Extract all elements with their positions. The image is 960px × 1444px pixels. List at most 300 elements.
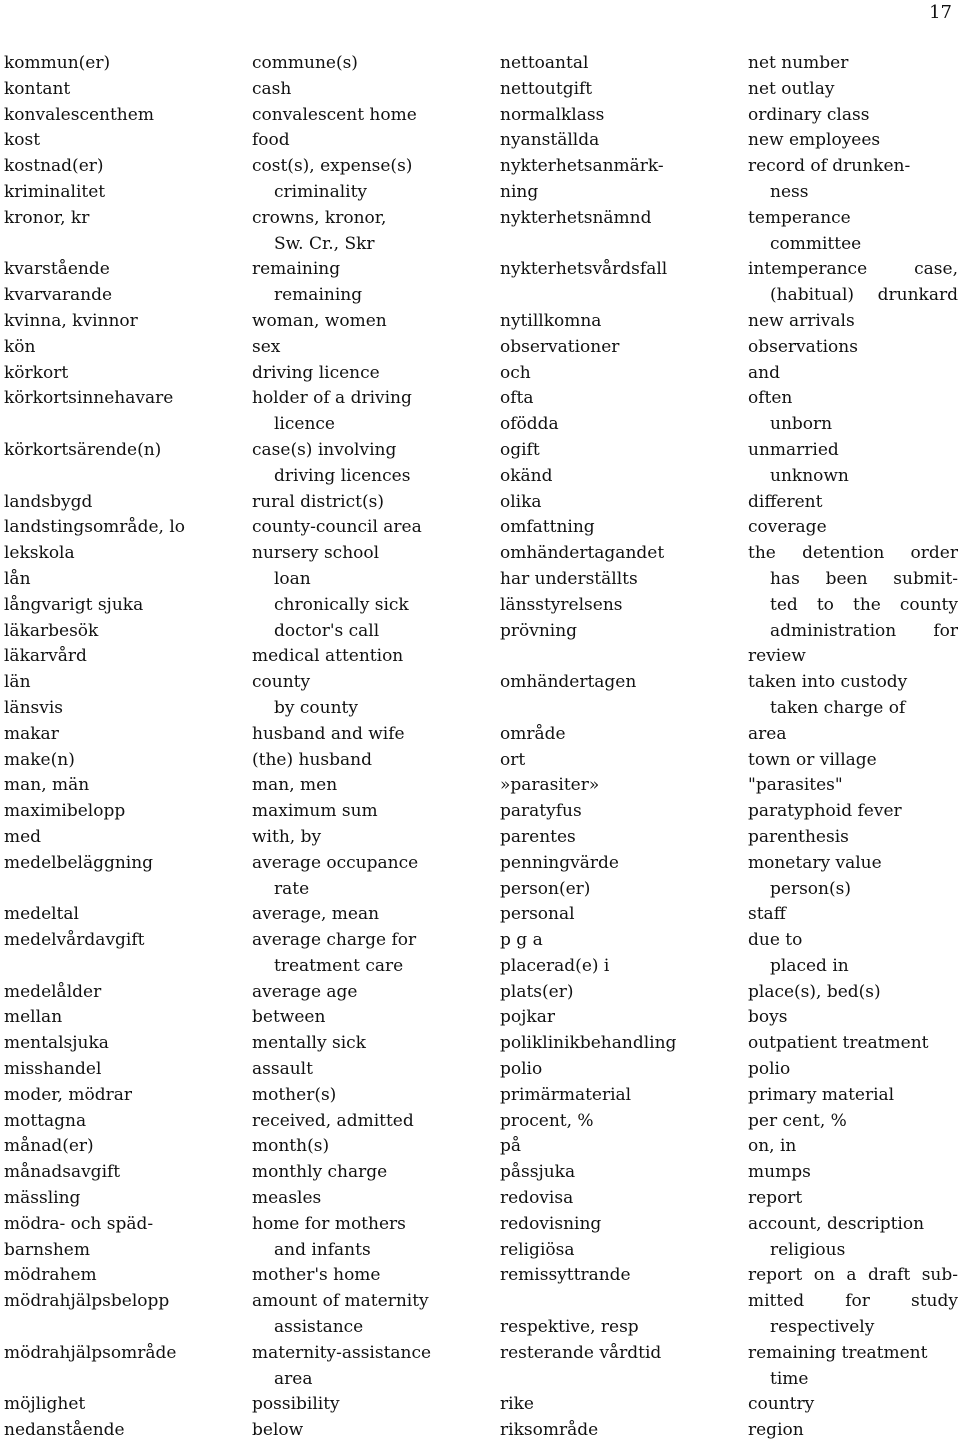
table-row (0, 1134, 960, 1160)
term-line: körkort (4, 362, 69, 383)
english-term-right (748, 1134, 958, 1160)
swedish-term-left (4, 1212, 244, 1264)
swedish-term-right (500, 515, 740, 541)
term-line: amount of maternity (252, 1291, 429, 1312)
term-line: kvarstående (4, 259, 110, 280)
term-line: maximibelopp (4, 801, 126, 822)
table-row (0, 902, 960, 928)
table-row (0, 1263, 960, 1289)
term-line: område (500, 723, 566, 744)
english-term-left (252, 309, 492, 335)
term-line: doctor's call (274, 620, 380, 641)
term-line: »parasiter» (500, 775, 600, 796)
swedish-term-left (4, 980, 244, 1006)
term-line: on, in (748, 1136, 797, 1157)
term-line: primärmaterial (500, 1084, 632, 1105)
term-line: (the) husband (252, 749, 372, 770)
swedish-term-left (4, 103, 244, 129)
term-line: plats(er) (500, 981, 574, 1002)
english-term-right (748, 206, 958, 258)
term-line: läkarbesök (4, 620, 99, 641)
table-row (0, 541, 960, 644)
term-line: misshandel (4, 1059, 102, 1080)
term-line: loan (274, 568, 311, 589)
english-term-left (252, 1109, 492, 1135)
term-line: kronor, kr (4, 207, 90, 228)
english-term-left (252, 1263, 492, 1289)
term-line: medelålder (4, 981, 102, 1002)
table-row (0, 825, 960, 851)
term-line: mentally sick (252, 1033, 366, 1054)
english-term-right (748, 1109, 958, 1135)
term-line: nursery school (252, 543, 380, 564)
english-term-left (252, 928, 492, 980)
english-term-left (252, 515, 492, 541)
term-line: mentalsjuka (4, 1033, 109, 1054)
term-line: review (748, 646, 806, 667)
term-line: report (748, 1188, 803, 1209)
term-line: olika (500, 491, 542, 512)
term-line: mödrahem (4, 1265, 97, 1286)
term-line: remaining (274, 285, 363, 306)
english-term-left (252, 1289, 492, 1341)
swedish-term-left (4, 1160, 244, 1186)
term-line: often (748, 388, 793, 409)
term-line: account, description (748, 1213, 925, 1234)
english-term-left (252, 490, 492, 516)
table-row (0, 128, 960, 154)
term-line: crowns, kronor, (252, 207, 387, 228)
term-line: redovisa (500, 1188, 574, 1209)
swedish-term-right (500, 490, 740, 516)
term-line: ogift (500, 439, 540, 460)
term-line: time (770, 1368, 809, 1389)
term-line: convalescent home (252, 104, 417, 125)
term-line: man, men (252, 775, 338, 796)
swedish-term-left (4, 309, 244, 335)
swedish-term-right (500, 1186, 740, 1212)
term-line: taken charge of (770, 697, 906, 718)
term-line: möjlighet (4, 1394, 86, 1415)
term-line: kvarvarande (4, 285, 113, 306)
term-line: average, mean (252, 904, 380, 925)
english-term-right (748, 1083, 958, 1109)
swedish-term-left (4, 541, 244, 644)
swedish-term-left (4, 748, 244, 774)
term-line: driving licence (252, 362, 380, 383)
term-line: nykterhetsvårdsfall (500, 259, 668, 280)
table-row (0, 851, 960, 903)
table-row (0, 1392, 960, 1418)
term-line: kostnad(er) (4, 156, 104, 177)
english-term-left (252, 257, 492, 309)
term-line: medeltal (4, 904, 79, 925)
swedish-term-left (4, 1289, 244, 1315)
term-line: treatment care (274, 955, 404, 976)
swedish-term-right (500, 1109, 740, 1135)
term-line: commune(s) (252, 53, 358, 73)
english-term-right (748, 928, 958, 980)
term-line: mother's home (252, 1265, 381, 1286)
term-line: p g a (500, 930, 543, 951)
table-row (0, 1109, 960, 1135)
term-line: husband and wife (252, 723, 405, 744)
swedish-term-right (500, 1160, 740, 1186)
term-line: person(er) (500, 878, 591, 899)
english-term-left (252, 851, 492, 903)
term-line: possibility (252, 1394, 340, 1415)
term-line: läkarvård (4, 646, 87, 667)
swedish-term-right (500, 1341, 740, 1367)
term-line: har underställts (500, 568, 638, 589)
swedish-term-right (500, 51, 740, 77)
swedish-term-right (500, 1057, 740, 1083)
english-term-left (252, 1134, 492, 1160)
table-row (0, 799, 960, 825)
english-term-left (252, 748, 492, 774)
term-line: pojkar (500, 1007, 555, 1028)
table-row (0, 1005, 960, 1031)
swedish-term-left (4, 128, 244, 154)
swedish-term-right (500, 1392, 740, 1418)
swedish-term-right (500, 799, 740, 825)
english-term-right (748, 1160, 958, 1186)
term-line: placerad(e) i (500, 955, 610, 976)
term-line: paratyphoid fever (748, 801, 902, 822)
swedish-term-right (500, 825, 740, 851)
english-term-left (252, 1083, 492, 1109)
term-line: average age (252, 981, 358, 1002)
term-line: by county (274, 697, 358, 718)
term-line: "parasites" (748, 775, 843, 796)
swedish-term-left (4, 515, 244, 541)
term-line: holder of a driving (252, 388, 412, 409)
term-line: lekskola (4, 543, 75, 564)
term-line: unborn (770, 414, 833, 435)
term-line: area (748, 723, 787, 744)
table-row (0, 515, 960, 541)
page-number: 17 (929, 2, 952, 23)
english-term-right (748, 1031, 958, 1057)
swedish-term-left (4, 825, 244, 851)
swedish-term-left (4, 1109, 244, 1135)
term-line: temperance (748, 207, 851, 228)
term-line: riksområde (500, 1420, 599, 1441)
term-line: below (252, 1420, 304, 1441)
table-row (0, 490, 960, 516)
swedish-term-right (500, 1083, 740, 1109)
swedish-term-right (500, 309, 740, 335)
table-row (0, 154, 960, 206)
term-line: mellan (4, 1007, 63, 1028)
term-line: barnshem (4, 1239, 90, 1260)
term-line: procent, % (500, 1110, 594, 1131)
english-term-left (252, 825, 492, 851)
english-term-right (748, 980, 958, 1006)
swedish-term-left (4, 361, 244, 387)
swedish-term-left (4, 902, 244, 928)
term-line: påssjuka (500, 1162, 576, 1183)
term-line: (habitual) drunkard (770, 285, 958, 306)
term-line: ted to the county (770, 594, 958, 615)
swedish-term-left (4, 77, 244, 103)
term-line: prövning (500, 620, 578, 641)
swedish-term-left (4, 1083, 244, 1109)
english-term-right (748, 1212, 958, 1264)
term-line: långvarigt sjuka (4, 594, 144, 615)
english-term-left (252, 722, 492, 748)
term-line: mödra- och späd- (4, 1213, 154, 1234)
term-line: criminality (274, 181, 368, 202)
english-term-right (748, 154, 958, 206)
term-line: rural district(s) (252, 491, 384, 512)
term-line: nykterhetsnämnd (500, 207, 652, 228)
term-line: körkortsärende(n) (4, 439, 162, 460)
swedish-term-left (4, 1134, 244, 1160)
term-line: remaining treatment (748, 1342, 928, 1363)
term-line: county-council area (252, 517, 422, 538)
table-row (0, 1160, 960, 1186)
swedish-term-right (500, 670, 740, 696)
swedish-term-right (500, 77, 740, 103)
english-term-right (748, 335, 958, 361)
term-line: medical attention (252, 646, 404, 667)
term-line: chronically sick (274, 594, 409, 615)
swedish-term-right (500, 206, 740, 232)
table-row (0, 51, 960, 77)
english-term-left (252, 386, 492, 438)
swedish-term-left (4, 1263, 244, 1289)
table-row (0, 980, 960, 1006)
swedish-term-left (4, 1186, 244, 1212)
term-line: kön (4, 336, 36, 357)
term-line: parentes (500, 826, 576, 847)
term-line: nykterhetsanmärk- (500, 156, 664, 177)
term-line: konvalescenthem (4, 104, 154, 125)
swedish-term-right (500, 1418, 740, 1444)
english-term-left (252, 799, 492, 825)
term-line: monthly charge (252, 1162, 388, 1183)
english-term-left (252, 51, 492, 77)
english-term-left (252, 361, 492, 387)
term-line: nytillkomna (500, 310, 602, 331)
term-line: mitted for study (748, 1291, 958, 1312)
term-line: ofta (500, 388, 534, 409)
term-line: poliklinikbehandling (500, 1033, 677, 1054)
term-line: report on a draft sub- (748, 1265, 958, 1286)
term-line: rate (274, 878, 310, 899)
term-line: and (748, 362, 780, 383)
term-line: månad(er) (4, 1136, 94, 1157)
table-row (0, 1186, 960, 1212)
english-term-left (252, 206, 492, 258)
swedish-term-left (4, 644, 244, 670)
english-term-left (252, 541, 492, 644)
swedish-term-right (500, 773, 740, 799)
term-line: landstingsområde, lo (4, 517, 185, 538)
swedish-term-right (500, 541, 740, 644)
term-line: boys (748, 1007, 788, 1028)
term-line: nyanställda (500, 130, 600, 151)
term-line: and infants (274, 1239, 371, 1260)
term-line: kommun(er) (4, 53, 111, 73)
term-line: personal (500, 904, 575, 925)
english-term-left (252, 154, 492, 206)
term-line: licence (274, 414, 335, 435)
english-term-right (748, 257, 958, 309)
term-line: ning (500, 181, 539, 202)
term-line: unknown (770, 465, 849, 486)
swedish-term-left (4, 51, 244, 77)
english-term-left (252, 438, 492, 490)
term-line: assault (252, 1059, 313, 1080)
term-line: rike (500, 1394, 534, 1415)
swedish-term-left (4, 257, 244, 309)
english-term-right (748, 1005, 958, 1031)
term-line: maternity-assistance (252, 1342, 432, 1363)
english-term-left (252, 902, 492, 928)
term-line: observations (748, 336, 858, 357)
term-line: food (252, 130, 290, 151)
term-line: omfattning (500, 517, 595, 538)
swedish-term-right (500, 386, 740, 438)
english-term-right (748, 1186, 958, 1212)
term-line: ofödda (500, 414, 559, 435)
table-row (0, 309, 960, 335)
glossary-table (0, 51, 960, 1444)
english-term-right (748, 361, 958, 387)
term-line: kost (4, 130, 41, 151)
english-term-right (748, 799, 958, 825)
swedish-term-left (4, 773, 244, 799)
english-term-right (748, 722, 958, 748)
table-row (0, 1212, 960, 1264)
english-term-left (252, 77, 492, 103)
swedish-term-left (4, 335, 244, 361)
term-line: Sw. Cr., Skr (274, 233, 375, 254)
term-line: county (252, 672, 311, 693)
term-line: average charge for (252, 930, 417, 951)
term-line: cash (252, 78, 292, 99)
term-line: coverage (748, 517, 827, 538)
english-term-left (252, 980, 492, 1006)
term-line: omhändertagen (500, 672, 637, 693)
term-line: staff (748, 904, 786, 925)
term-line: the detention order (748, 543, 958, 564)
term-line: polio (500, 1059, 543, 1080)
english-term-right (748, 851, 958, 903)
term-line: record of drunken- (748, 156, 911, 177)
swedish-term-right (500, 103, 740, 129)
english-term-right (748, 1392, 958, 1418)
swedish-term-right (500, 1289, 740, 1341)
term-line: region (748, 1420, 804, 1441)
term-line: taken into custody (748, 672, 908, 693)
term-line: per cent, % (748, 1110, 847, 1131)
table-row (0, 1083, 960, 1109)
term-line: mässling (4, 1188, 81, 1209)
term-line: case(s) involving (252, 439, 397, 460)
term-line: remissyttrande (500, 1265, 631, 1286)
term-line: has been submit- (770, 568, 958, 589)
swedish-term-right (500, 1134, 740, 1160)
swedish-term-right (500, 154, 740, 206)
term-line: ness (770, 181, 809, 202)
term-line: area (274, 1368, 313, 1389)
english-term-left (252, 1160, 492, 1186)
term-line: committee (770, 233, 862, 254)
english-term-right (748, 103, 958, 129)
term-line: körkortsinnehavare (4, 388, 174, 409)
term-line: lån (4, 568, 31, 589)
term-line: new employees (748, 130, 881, 151)
table-row (0, 206, 960, 258)
term-line: respektive, resp (500, 1317, 639, 1338)
english-term-right (748, 825, 958, 851)
english-term-right (748, 748, 958, 774)
term-line: administration for (770, 620, 958, 641)
english-term-right (748, 1057, 958, 1083)
swedish-term-left (4, 206, 244, 232)
swedish-term-right (500, 1005, 740, 1031)
swedish-term-right (500, 1263, 740, 1289)
swedish-term-right (500, 438, 740, 490)
table-row (0, 1057, 960, 1083)
term-line: län (4, 672, 31, 693)
term-line: makar (4, 723, 59, 744)
swedish-term-left (4, 1392, 244, 1418)
swedish-term-left (4, 799, 244, 825)
term-line: received, admitted (252, 1110, 414, 1131)
english-term-right (748, 1263, 958, 1289)
swedish-term-right (500, 902, 740, 928)
swedish-term-right (500, 335, 740, 361)
table-row (0, 103, 960, 129)
swedish-term-left (4, 154, 244, 206)
swedish-term-right (500, 722, 740, 748)
term-line: man, män (4, 775, 90, 796)
english-term-right (748, 386, 958, 438)
table-row (0, 1031, 960, 1057)
term-line: woman, women (252, 310, 387, 331)
term-line: new arrivals (748, 310, 855, 331)
term-line: normalklass (500, 104, 605, 125)
english-term-right (748, 51, 958, 77)
term-line: med (4, 826, 42, 847)
english-term-right (748, 902, 958, 928)
table-row (0, 670, 960, 722)
term-line: nedanstående (4, 1420, 125, 1441)
term-line: redovisning (500, 1213, 602, 1234)
english-term-left (252, 1031, 492, 1057)
term-line: place(s), bed(s) (748, 981, 881, 1002)
term-line: remaining (252, 259, 341, 280)
table-row (0, 928, 960, 980)
english-term-left (252, 1212, 492, 1264)
english-term-left (252, 773, 492, 799)
term-line: mödrahjälpsområde (4, 1342, 177, 1363)
swedish-term-right (500, 128, 740, 154)
swedish-term-left (4, 386, 244, 412)
english-term-left (252, 670, 492, 722)
english-term-right (748, 773, 958, 799)
term-line: kvinna, kvinnor (4, 310, 138, 331)
term-line: mumps (748, 1162, 811, 1183)
table-row (0, 748, 960, 774)
swedish-term-right (500, 361, 740, 387)
term-line: resterande vårdtid (500, 1342, 662, 1363)
swedish-term-left (4, 490, 244, 516)
